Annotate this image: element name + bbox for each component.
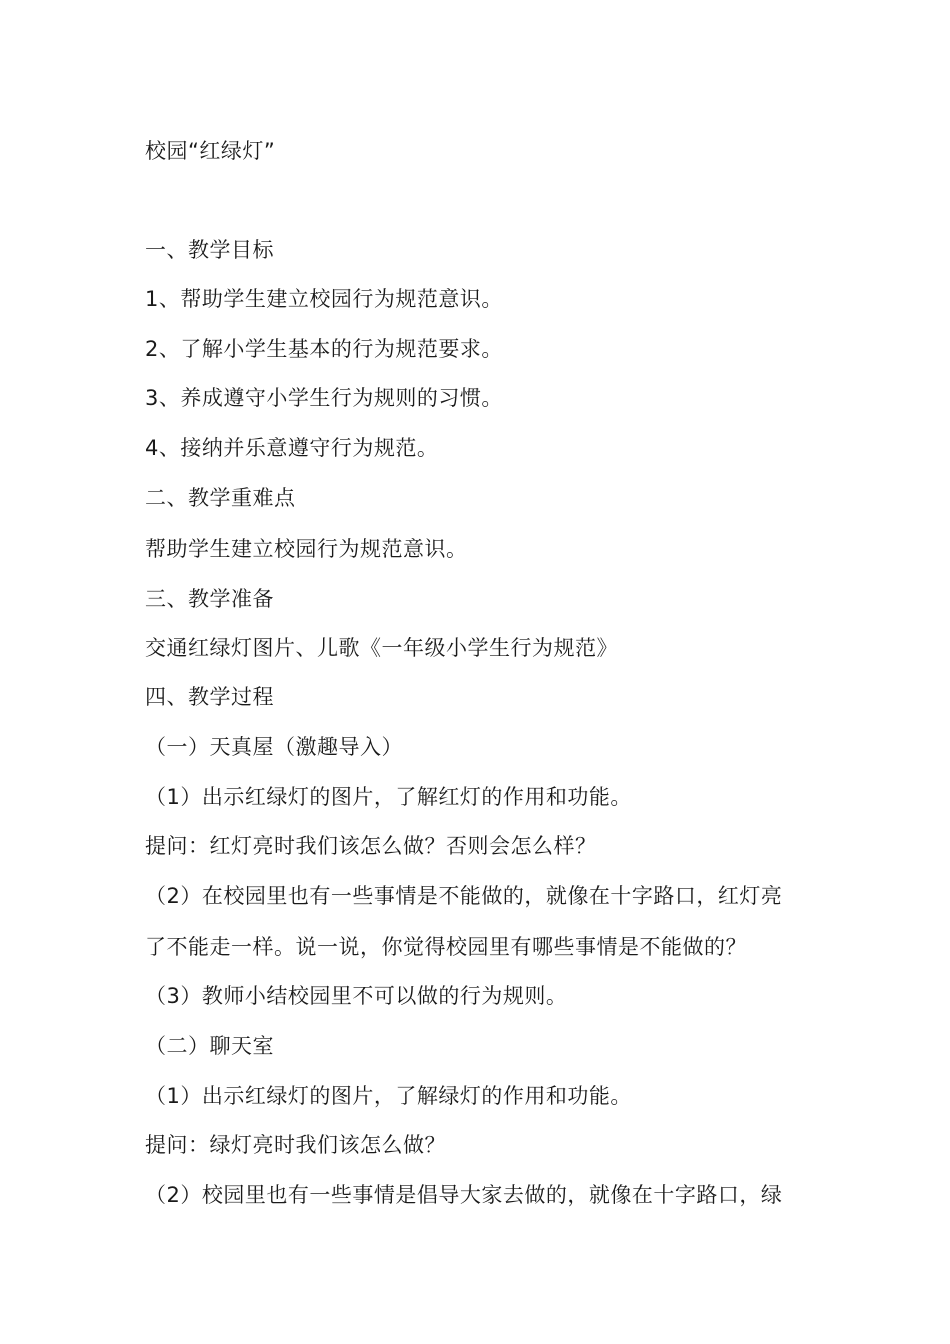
section-heading-preparation: 三、教学准备 bbox=[145, 587, 274, 611]
paragraph-line: （3）教师小结校园里不可以做的行为规则。 bbox=[145, 984, 568, 1008]
paragraph-line: 了不能走一样。说一说，你觉得校园里有哪些事情是不能做的？ bbox=[145, 935, 747, 959]
paragraph-line: （1）出示红绿灯的图片，了解绿灯的作用和功能。 bbox=[145, 1084, 632, 1108]
subsection-heading-1: （一）天真屋（激趣导入） bbox=[145, 735, 403, 759]
section-heading-process: 四、教学过程 bbox=[145, 685, 274, 709]
objective-item-3: 3、养成遵守小学生行为规则的习惯。 bbox=[145, 386, 503, 410]
subsection-heading-2: （二）聊天室 bbox=[145, 1034, 274, 1058]
paragraph-line: （2）校园里也有一些事情是倡导大家去做的，就像在十字路口，绿 bbox=[145, 1183, 783, 1207]
objective-item-4: 4、接纳并乐意遵守行为规范。 bbox=[145, 436, 439, 460]
paragraph-line: （1）出示红绿灯的图片，了解红灯的作用和功能。 bbox=[145, 785, 632, 809]
preparation-text: 交通红绿灯图片、儿歌《一年级小学生行为规范》 bbox=[145, 636, 618, 660]
key-points-text: 帮助学生建立校园行为规范意识。 bbox=[145, 537, 468, 561]
section-heading-key-points: 二、教学重难点 bbox=[145, 486, 296, 510]
paragraph-line: 提问：红灯亮时我们该怎么做？否则会怎么样？ bbox=[145, 834, 597, 858]
document-title: 校园“红绿灯” bbox=[145, 139, 276, 163]
paragraph-line: （2）在校园里也有一些事情是不能做的，就像在十字路口，红灯亮 bbox=[145, 884, 783, 908]
objective-item-2: 2、了解小学生基本的行为规范要求。 bbox=[145, 337, 503, 361]
objective-item-1: 1、帮助学生建立校园行为规范意识。 bbox=[145, 287, 503, 311]
paragraph-line: 提问：绿灯亮时我们该怎么做？ bbox=[145, 1133, 446, 1157]
section-heading-objectives: 一、教学目标 bbox=[145, 238, 274, 262]
